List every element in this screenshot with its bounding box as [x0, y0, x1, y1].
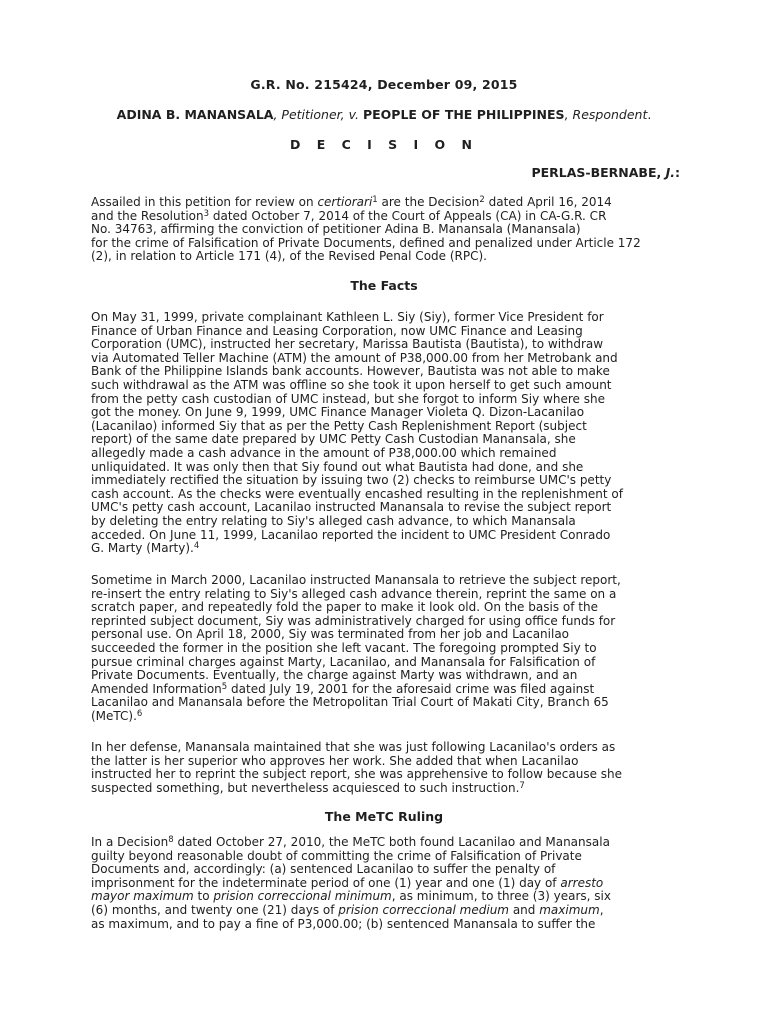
text-line: acceded. On June 11, 1999, Lacanilao reported the incident to UMC President Conrado: [91, 527, 611, 542]
intro-paragraph: [91, 196, 691, 264]
text-run: Amended Information: [91, 681, 222, 696]
text-line: Finance of Urban Finance and Leasing Corporation, now UMC Finance and Leasing: [91, 323, 583, 338]
footnote-ref[interactable]: 1: [372, 195, 378, 205]
text-line: [91, 710, 691, 724]
text-line: report) of the same date prepared by UMC Petty Cash Custodian Manansala, she: [91, 432, 576, 447]
text-line: for the crime of Falsification of Private Documents, defined and penalized under Article 172: [91, 235, 641, 250]
facts-paragraph: [91, 311, 691, 556]
text-run: dated July 19, 2001 for the aforesaid crime was filed against: [227, 681, 595, 696]
text-run: dated April 16, 2014: [484, 195, 612, 209]
text-line: guilty beyond reasonable doubt of committing the crime of Falsification of Private: [91, 848, 582, 863]
footnote-ref[interactable]: 8: [168, 835, 174, 845]
text-line: On May 31, 1999, private complainant Kathleen L. Siy (Siy), former Vice President for: [91, 310, 604, 324]
text-line: [91, 890, 691, 904]
text-line: [91, 196, 691, 210]
italic-term: prision correccional medium: [338, 902, 509, 917]
parties-end: .: [647, 107, 652, 122]
text-line: [91, 904, 691, 918]
italic-term: mayor maximum: [91, 889, 194, 904]
text-run: In a Decision: [91, 835, 169, 849]
text-line: cash account. As the checks were eventually encashed resulting in the replenishment of: [91, 486, 623, 501]
text-line: Corporation (UMC), instructed her secretary, Marissa Bautista (Bautista), to withdraw: [91, 337, 604, 352]
ponente: [531, 166, 680, 180]
text-line: unliquidated. It was only then that Siy found out what Bautista had done, and she: [91, 459, 584, 474]
case-number: G.R. No. 215424, December 09, 2015: [250, 77, 518, 92]
text-line: [91, 210, 691, 224]
text-run: , as minimum, to three (3) years, six: [391, 889, 611, 904]
text-line: [91, 877, 691, 891]
text-line: such withdrawal as the ATM was offline so she took it upon herself to get such amount: [91, 377, 612, 392]
body-paragraph: [91, 574, 691, 724]
text-line: immediately rectified the situation by issuing two (2) checks to reimburse UMC's petty: [91, 473, 612, 488]
text-run: imprisonment for the indeterminate period of one (1) year and one (1) day of: [91, 875, 561, 890]
footnote-ref[interactable]: 2: [479, 195, 485, 205]
footnote-ref[interactable]: 5: [221, 681, 228, 692]
text-line: No. 34763, affirming the conviction of petitioner Adina B. Manansala (Manansala): [91, 222, 581, 237]
text-line: got the money. On June 9, 1999, UMC Finance Manager Violeta Q. Dizon-Lacanilao: [91, 405, 585, 420]
petitioner-role: , Petitioner: [273, 107, 341, 122]
text-line: via Automated Teller Machine (ATM) the amount of P38,000.00 from her Metrobank and: [91, 350, 618, 365]
text-line: [91, 836, 691, 850]
text-run: and the Resolution: [91, 208, 204, 223]
text-line: [91, 683, 691, 697]
text-line: (Lacanilao) informed Siy that as per the Petty Cash Replenishment Report (subject: [91, 418, 587, 433]
text-line: instructed her to reprint the subject report, she was apprehensive to follow because she: [91, 767, 623, 782]
metc-paragraph: [91, 836, 691, 931]
text-line: Sometime in March 2000, Lacanilao instructed Manansala to retrieve the subject report,: [91, 573, 621, 587]
footnote-ref[interactable]: 7: [519, 780, 525, 791]
text-line: pursue criminal charges against Marty, Lacanilao, and Manansala for Falsification of: [91, 654, 596, 669]
text-line: (2), in relation to Article 171 (4), of the Revised Penal Code (RPC).: [91, 249, 487, 264]
text-run: Assailed in this petition for review on: [91, 195, 318, 209]
text-run: ,: [599, 902, 604, 917]
footnote-ref[interactable]: 3: [203, 208, 210, 219]
footnote-ref[interactable]: 6: [136, 708, 143, 719]
text-line: by deleting the entry relating to Siy's alleged cash advance, to which Manansala: [91, 513, 576, 528]
text-run: and: [509, 902, 540, 917]
italic-term: arresto: [560, 875, 604, 890]
text-line: reprinted subject document, Siy was administratively charged for using office funds for: [91, 613, 616, 628]
text-line: scratch paper, and repeatedly fold the paper to make it look old. On the basis of the: [91, 600, 598, 615]
text-line: UMC's petty cash account, Lacanilao instructed Manansala to revise the subject report: [91, 500, 612, 515]
text-line: the latter is her superior who approves her work. She added that when Lacanilao: [91, 753, 579, 768]
respondent-name: PEOPLE OF THE PHILIPPINES: [362, 107, 565, 122]
certiorari-term: certiorari: [317, 195, 373, 209]
text-line: allegedly made a cash advance in the amount of P38,000.00 which remained: [91, 445, 557, 460]
text-run: G. Marty (Marty).: [91, 541, 194, 556]
text-line: Bank of the Philippine Islands bank accounts. However, Bautista was not able to make: [91, 364, 610, 379]
footnote-ref[interactable]: 4: [193, 541, 200, 552]
text-run: dated October 27, 2010, the MeTC both found Lacanilao and Manansala: [173, 835, 610, 849]
text-run: are the Decision: [377, 195, 480, 209]
text-line: Private Documents. Eventually, the charge against Marty was withdrawn, and an: [91, 668, 578, 683]
section-title-facts: The Facts: [350, 278, 418, 293]
italic-term: prision correccional minimum: [213, 889, 392, 904]
case-parties: [0, 108, 768, 122]
text-run: dated October 7, 2014 of the Court of Appeals (CA) in CA-G.R. CR: [209, 208, 607, 223]
body-paragraph: [91, 741, 691, 795]
text-line: Lacanilao and Manansala before the Metropolitan Trial Court of Makati City, Branch 65: [91, 695, 609, 710]
text-line: [91, 542, 691, 556]
text-line: [91, 782, 691, 796]
text-run: to: [193, 889, 214, 904]
text-run: (MeTC).: [91, 708, 137, 723]
text-line: personal use. On April 18, 2000, Siy was terminated from her job and Lacanilao: [91, 627, 570, 642]
section-title-metc-ruling: The MeTC Ruling: [324, 809, 444, 824]
text-line: from the petty cash custodian of UMC instead, but she forgot to inform Siy where she: [91, 391, 605, 406]
respondent-role: , Respondent: [564, 107, 648, 122]
ponente-colon: :: [675, 165, 680, 180]
text-run: suspected something, but nevertheless acquiesced to such instruction.: [91, 780, 520, 795]
text-line: succeeded the former in the position she left vacant. The foregoing prompted Siy to: [91, 640, 597, 655]
text-line: re-insert the entry relating to Siy's alleged cash advance therein, reprint the same on a: [91, 586, 617, 601]
ponente-name: PERLAS-BERNABE,: [531, 165, 666, 180]
text-line: as maximum, and to pay a fine of P3,000.00; (b) sentenced Manansala to suffer the: [91, 916, 596, 931]
text-line: In her defense, Manansala maintained that she was just following Lacanilao's orders as: [91, 740, 616, 754]
text-run: (6) months, and twenty one (21) days of: [91, 902, 339, 917]
versus-label: , v.: [340, 107, 363, 122]
ponente-title: J.: [665, 165, 675, 180]
italic-term: maximum: [539, 902, 600, 917]
petitioner-name: ADINA B. MANANSALA: [116, 107, 274, 122]
text-line: Documents and, accordingly: (a) sentenced Lacanilao to suffer the penalty of: [91, 862, 556, 877]
decision-heading: D E C I S I O N: [290, 137, 478, 152]
